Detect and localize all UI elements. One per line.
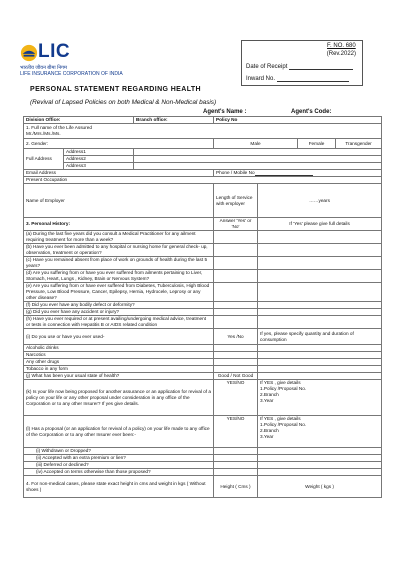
table-row: (iv) Accepted on terms otherwise than those proposed?: [24, 469, 382, 476]
table-row: 1. Full name of the Life Assured Mr./Mrs./Ms./Ms.: [24, 124, 382, 139]
table-row: 3. Personal History: Answer 'Yes' or 'No' If 'Yes' please give full details: [24, 218, 382, 231]
table-row: (f) Did you ever have any bodily defect or deformity?: [24, 302, 382, 309]
table-row: (c) Have you remained absent from place of work on grounds of health during the last 5 years?: [24, 257, 382, 270]
table-row: (i) Withdrawn or Dropped?: [24, 448, 382, 455]
table-row: (k) Is your life now being proposed for another assurance or an application for revival of a policy on your life or any other proposal under consideration in any office of the Corporation or to any other Insurer? If yes give details. YES/NO If YES , give details 1.Policy /Proposal No. 2.Branch 3.Year: [24, 380, 382, 416]
table-row: (h) Have you ever required or at present availing/undergoing medical advice, treatment or tests in connection with Hepatitis B or AIDS related condition: [24, 316, 382, 329]
table-row: Full Address Address1: [24, 149, 382, 156]
logo-subtitle: भारतीय जीवन बीमा निगम LIFE INSURANCE CORPORATION OF INDIA: [20, 65, 123, 77]
table-row: 4. For non-medical cases, please state exact height in cms and weight in kgs ( Without shoes ) Height ( Cms ) Weight ( kgs ): [24, 476, 382, 498]
table-row: Any other drugs: [24, 359, 382, 366]
lic-logo: [20, 41, 123, 78]
table-row: Email Address Phone / Mobile No: [24, 170, 382, 177]
table-row: (iii) Deferred or declined?: [24, 462, 382, 469]
page-subtitle: (Revival of Lapsed Policies on both Medical & Non-Medical basis): [30, 99, 217, 106]
table-row: Division Office: Branch office: Policy No: [24, 117, 382, 124]
table-row: Alcoholic drinks: [24, 345, 382, 352]
logo-text: LIC: [38, 41, 71, 62]
address3-field[interactable]: [134, 163, 382, 170]
health-statement-table: [23, 116, 382, 498]
address1-field[interactable]: [134, 149, 382, 156]
office-use-box: [241, 40, 363, 86]
table-row: (b) Have you ever been admitted to any hospital or nursing home for general check- up, observation, treatment or operation?: [24, 244, 382, 257]
date-of-receipt: Date of Receipt: [246, 64, 353, 70]
table-row: (a) During the last five years did you consult a Medical Practitioner for any ailment requiring treatment for more than a week?: [24, 231, 382, 244]
gender-transgender-option[interactable]: Transgender: [336, 139, 382, 149]
table-row: Tobacco in any form: [24, 366, 382, 373]
gender-female-option[interactable]: Female: [298, 139, 336, 149]
table-row: (g) Did you ever have any accident or injury?: [24, 309, 382, 316]
table-row: (d) Are you suffering from or have you ever suffered from ailments pertaining to Liver, Stomach, Heart, Lungs , Kidney, Brain or Nervous System?: [24, 270, 382, 283]
table-row: (e) Are you suffering from or have ever suffered from Diabetes, Tuberculosis, High Blood Pressure, Low Blood Pressure, Cancer, Epilepsy, Hernia, Hydrocele, Leprosy or any other disease?: [24, 283, 382, 302]
table-row: Narcotics: [24, 352, 382, 359]
page-title: PERSONAL STATEMENT REGARDING HEALTH: [30, 86, 201, 93]
table-row: (j) What has been your usual state of health? Good / Not Good: [24, 373, 382, 380]
inward-no: Inward No.: [246, 76, 349, 82]
lic-emblem-icon: [20, 44, 38, 62]
address2-field[interactable]: [134, 156, 382, 163]
table-row: Address2: [24, 156, 382, 163]
form-number: F. NO. 680 (Rev.2022): [326, 43, 356, 57]
table-row: Address3: [24, 163, 382, 170]
table-row: Name of Employer Length of Service with employer ……years: [24, 184, 382, 218]
table-row: (i) Do you use or have you ever used- Yes /No If yes, please specify quantity and duration of consumption: [24, 329, 382, 345]
gender-male-option[interactable]: Male: [214, 139, 298, 149]
table-row: (ii) Accepted with an extra premium or lien?: [24, 455, 382, 462]
table-row: Present Occupation: [24, 177, 382, 184]
table-row: 2. Gender: Male Female Transgender: [24, 139, 382, 149]
table-row: (l) Has a proposal (or an application for revival of a policy) on your life made to any office of the Corporation or to any other Insurer ever been:- YES/NO If YES , give details 1.Policy /Proposal No. 2.Branch 3.Year: [24, 416, 382, 448]
agent-name-label: Agent's Name :: [203, 109, 247, 115]
agent-code-label: Agent's Code:: [291, 109, 332, 115]
